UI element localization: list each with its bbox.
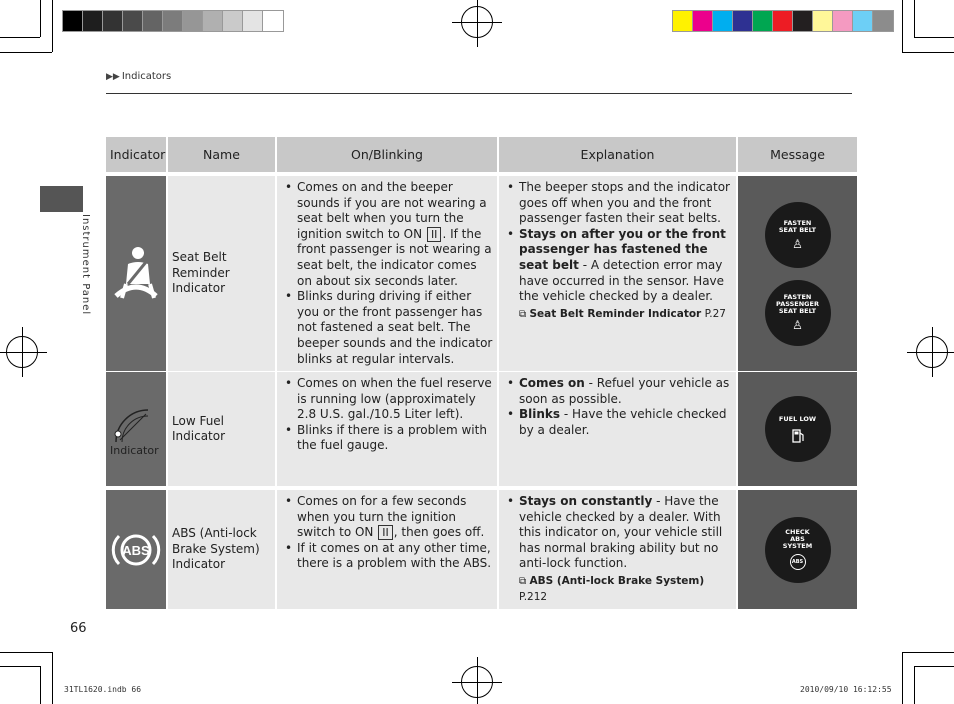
on-blinking-cell — [277, 372, 497, 486]
abs-icon — [110, 528, 162, 572]
crop-mark — [914, 37, 954, 38]
color-swatch — [733, 11, 753, 31]
list-item: • Comes on - Refuel your vehicle as soon as possible. — [505, 376, 732, 407]
color-swatch — [813, 11, 833, 31]
crop-mark — [0, 666, 40, 667]
crop-mark — [914, 666, 915, 704]
color-swatch — [693, 11, 713, 31]
crop-mark — [40, 0, 41, 37]
indicator-cell — [106, 372, 166, 486]
reference-arrow-icon: ⧉ — [519, 308, 527, 320]
crop-mark — [52, 0, 53, 52]
color-swatch — [793, 11, 813, 31]
color-swatch — [873, 11, 893, 31]
message-cell — [738, 176, 857, 371]
indicator-name: ABS (Anti-lock Brake System) Indicator — [168, 490, 275, 609]
message-display: CHECK ABS SYSTEM ABS — [765, 517, 831, 583]
list-item: • Blinks during driving if either you or the front passenger has not fastened a seat belt. The beeper sounds and the indicator blinks at regular intervals. — [283, 289, 493, 367]
fuel-pump-icon — [792, 429, 804, 443]
crop-mark — [40, 666, 41, 704]
crop-mark — [0, 652, 52, 653]
cross-reference-link[interactable]: ⧉ Seat Belt Reminder Indicator P.27 — [519, 307, 726, 320]
breadcrumb — [106, 71, 171, 82]
list-item: • Stays on constantly - Have the vehicle checked by a dealer. With this indicator on, your vehicle still has normal braking ability but no anti-lock function. — [505, 494, 732, 572]
registration-mark — [461, 666, 493, 698]
header-on-blinking: On/Blinking — [277, 137, 497, 172]
crop-mark — [902, 652, 903, 704]
list-item: • Comes on and the beeper sounds if you are not wearing a seat belt when you turn the ignition switch to ON II . If the front passenger is not wearing a seat belt, the indicator comes on about six seconds later. — [283, 180, 493, 289]
color-swatch — [833, 11, 853, 31]
print-slug-file: 31TL1620.indb 66 — [64, 685, 142, 694]
crop-mark — [914, 666, 954, 667]
section-tab — [40, 186, 83, 212]
header-name: Name — [168, 137, 275, 172]
crop-mark — [52, 652, 53, 704]
color-swatch — [713, 11, 733, 31]
table-header — [106, 137, 852, 172]
color-swatch — [143, 11, 163, 31]
message-display: FASTEN SEAT BELT ♙ — [765, 202, 831, 268]
color-swatch — [203, 11, 223, 31]
ignition-position-badge: II — [378, 525, 393, 540]
color-swatch — [83, 11, 103, 31]
section-label: Instrument Panel — [80, 214, 91, 316]
color-swatch — [183, 11, 203, 31]
fuel-gauge-icon — [108, 402, 152, 446]
page-number: 66 — [70, 621, 87, 636]
seat-belt-icon: ♙ — [792, 236, 803, 251]
message-cell — [738, 490, 857, 609]
list-item: • If it comes on at any other time, there is a problem with the ABS. — [283, 541, 493, 572]
table-row — [106, 490, 852, 604]
color-swatch — [243, 11, 263, 31]
seat-belt-icon — [110, 244, 162, 304]
breadcrumb-arrows-icon: ▶▶ — [106, 71, 120, 82]
on-blinking-cell — [277, 490, 497, 609]
list-item: • Comes on for a few seconds when you turn the ignition switch to ON II , then goes off. — [283, 494, 493, 541]
list-item: • The beeper stops and the indicator goes off when you and the front passenger fasten their seat belts. — [505, 180, 732, 227]
message-display: FASTEN PASSENGER SEAT BELT ♙ — [765, 280, 831, 346]
crop-mark — [0, 37, 40, 38]
list-item: • Stays on after you or the front passenger has fastened the seat belt - A detection error may have occurred in the sensor. Have the vehicle checked by a dealer. — [505, 227, 732, 305]
registration-mark — [6, 336, 38, 368]
explanation-cell — [499, 372, 736, 486]
abs-icon: ABS — [790, 554, 806, 570]
ignition-position-badge: II — [427, 227, 442, 242]
explanation-cell — [499, 176, 736, 371]
breadcrumb-label: Indicators — [121, 71, 172, 82]
crop-mark — [902, 52, 954, 53]
reference-arrow-icon: ⧉ — [519, 575, 527, 587]
crop-mark — [914, 0, 915, 37]
indicator-name: Seat Belt Reminder Indicator — [168, 176, 275, 371]
color-swatch — [753, 11, 773, 31]
header-message: Message — [738, 137, 857, 172]
indicator-cell — [106, 490, 166, 609]
crop-mark — [902, 0, 903, 52]
indicator-name: Low Fuel Indicator — [168, 372, 275, 486]
message-cell — [738, 372, 857, 486]
header-explanation: Explanation — [499, 137, 736, 172]
indicator-caption: Indicator — [110, 444, 159, 457]
grayscale-color-bar — [62, 10, 284, 32]
indicator-table — [106, 137, 852, 604]
crop-mark — [0, 52, 52, 53]
header-indicator: Indicator — [106, 137, 166, 172]
color-swatch — [123, 11, 143, 31]
seat-belt-icon: ♙ — [792, 318, 803, 333]
process-color-bar — [672, 10, 894, 32]
color-swatch — [63, 11, 83, 31]
color-swatch — [223, 11, 243, 31]
registration-mark — [461, 6, 493, 38]
table-row — [106, 372, 852, 486]
list-item: • Comes on when the fuel reserve is running low (approximately 2.8 U.S. gal./10.5 Liter left). — [283, 376, 493, 423]
cross-reference-link[interactable]: ⧉ ABS (Anti-lock Brake System) P.212 — [519, 574, 705, 603]
message-display: FUEL LOW — [765, 396, 831, 462]
list-item: • Blinks if there is a problem with the fuel gauge. — [283, 423, 493, 454]
color-swatch — [103, 11, 123, 31]
color-swatch — [853, 11, 873, 31]
crop-mark — [902, 652, 954, 653]
on-blinking-cell — [277, 176, 497, 371]
table-row — [106, 176, 852, 368]
color-swatch — [263, 11, 283, 31]
header-divider — [106, 93, 852, 94]
indicator-cell — [106, 176, 166, 371]
list-item: • Blinks - Have the vehicle checked by a dealer. — [505, 407, 732, 438]
explanation-cell — [499, 490, 736, 609]
color-swatch — [673, 11, 693, 31]
abs-icon-text: ABS — [122, 542, 150, 558]
color-swatch — [773, 11, 793, 31]
print-slug-timestamp: 2010/09/10 16:12:55 — [800, 685, 892, 694]
registration-mark — [916, 336, 948, 368]
color-swatch — [163, 11, 183, 31]
